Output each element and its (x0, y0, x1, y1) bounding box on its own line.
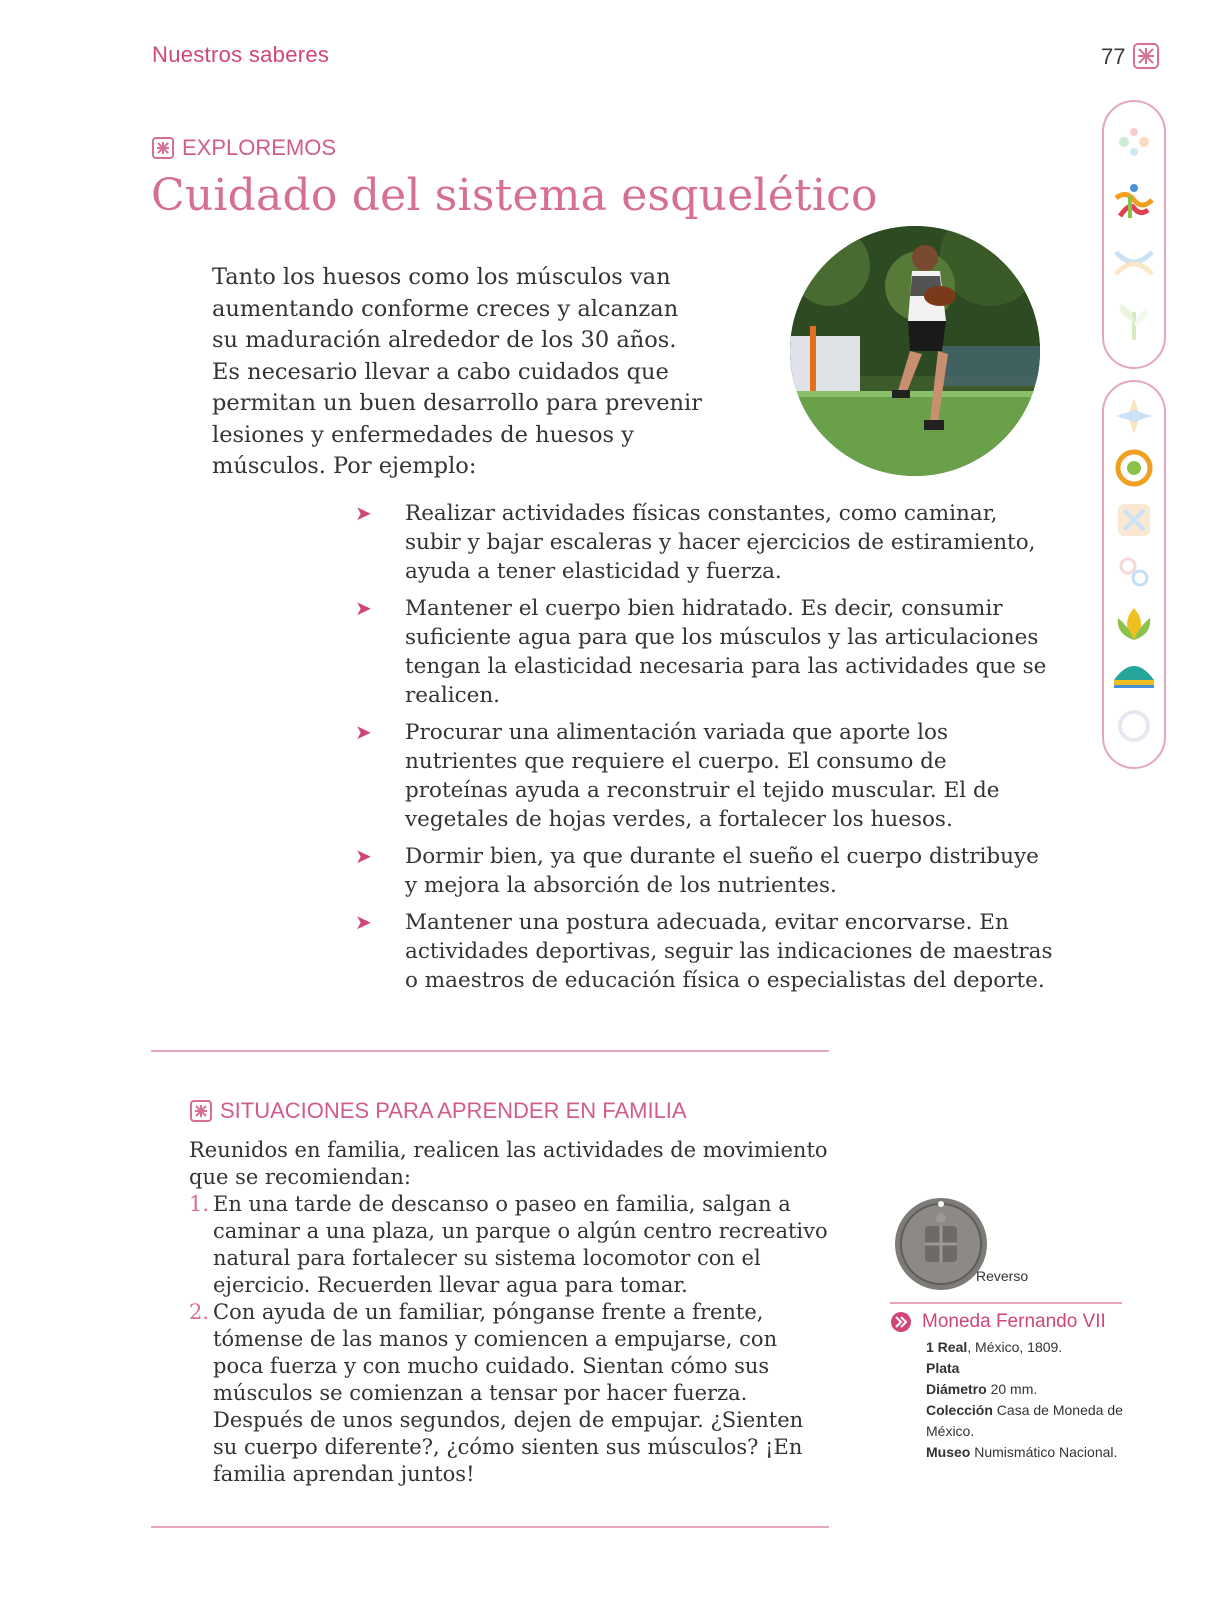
intro-line: su maduración alrededor de los 30 años. (212, 327, 677, 353)
intro-line: aumentando conforme creces y alcanzan (212, 295, 679, 322)
ornament-icon (1128, 38, 1164, 74)
list-item: 2. Con ayuda de un familiar, pónganse frente a frente, tómense de las manos y comiencen a empujarse, con poca fuerza y con mucho cuidado. Sientan cómo sus músculos se comienzan a tensar por hacer fuerza. Después de unos segundos, dejen de empujar. ¿Sienten su cuerpo diferente?, ¿cómo sienten sus músculos? ¡En familia aprendan juntos! (189, 1300, 804, 1486)
family-activities (189, 1137, 829, 1488)
list-item: ➤ Mantener el cuerpo bien hidratado. Es decir, consumir suficiente agua para que los músculos y las articulaciones tengan la elasticidad necesaria para las actividades que se realicen. (355, 596, 1047, 708)
hill-icon (1114, 666, 1154, 688)
arrow-bullet-icon: ➤ (355, 910, 372, 934)
coin-caption: Reverso (976, 1268, 1029, 1284)
hands-icon (1116, 252, 1152, 274)
side-rail-top (1102, 100, 1166, 369)
care-tips-list (355, 499, 1055, 1003)
cross-icon (1118, 504, 1150, 536)
family-label-text: SITUACIONES PARA APRENDER EN FAMILIA (220, 1098, 687, 1123)
intro-line: Es necesario llevar a cabo cuidados que (212, 358, 669, 385)
arrow-bullet-icon: ➤ (355, 720, 372, 744)
arrow-bullet-icon: ➤ (355, 844, 372, 868)
chain-icon (1121, 559, 1147, 585)
explore-label-text: EXPLOREMOS (182, 135, 337, 160)
list-item: ➤ Dormir bien, ya que durante el sueño el cuerpo distribuye y mejora la absorción de los nutrientes. (355, 844, 1039, 898)
list-item: ➤ Mantener una postura adecuada, evitar encorvarse. En actividades deportivas, seguir las indicaciones de maestras o maestros de educación física o especialistas del deporte. (355, 910, 1053, 993)
list-item: ➤ Procurar una alimentación variada que aporte los nutrientes que requiere el cuerpo. El consumo de proteínas ayuda a reconstruir el tejido muscular. El de vegetales de hojas verdes, a fortalecer los huesos. (355, 720, 1000, 832)
running-header: Nuestros saberes (152, 42, 330, 67)
intro-line: lesiones y enfermedades de huesos y (212, 421, 634, 448)
coin-info (890, 1311, 1130, 1463)
leaf-icon (1119, 128, 1149, 156)
ejes-icons (1104, 102, 1164, 367)
list-item: 1. En una tarde de descanso o paseo en familia, salgan a caminar a una plaza, un parque o algún centro recreativo natural para fortalecer su sistema locomotor con el ejercicio. Recuerden llevar agua para tomar. (189, 1192, 828, 1297)
lotus-icon (1118, 608, 1150, 640)
bottom-divider (151, 1526, 829, 1528)
compass-icon (1116, 398, 1152, 434)
intro-paragraph (212, 262, 732, 483)
arrow-bullet-icon: ➤ (355, 596, 372, 620)
explore-section-label (150, 135, 336, 161)
side-rail-bottom (1102, 380, 1166, 769)
section-divider (151, 1050, 829, 1052)
intro-line: Tanto los huesos como los músculos van (212, 264, 671, 290)
football-player-photo (790, 226, 1040, 476)
family-intro: Reunidos en familia, realicen las actividades de movimiento que se recomiendan: (189, 1138, 828, 1189)
ornament-icon (150, 135, 176, 161)
list-item: ➤ Realizar actividades físicas constantes, como caminar, subir y bajar escaleras y hacer ejercicios de estiramiento, ayuda a tener elasticidad y fuerza. (355, 501, 1036, 584)
ornament-icon (188, 1098, 214, 1124)
campos-icons (1104, 382, 1164, 767)
page-title: Cuidado del sistema esquelético (151, 170, 878, 221)
circle-icon (1120, 712, 1148, 740)
arrow-bullet-icon: ➤ (355, 501, 372, 525)
plant-icon (1120, 304, 1148, 340)
page-number: 77 (1101, 44, 1126, 69)
family-activity-list (189, 1191, 829, 1488)
coin-details: 1 Real, México, 1809. Plata Diámetro 20 mm. Colección Casa de Moneda de México. Museo Numismático Nacional. (926, 1339, 1123, 1460)
coin-divider (890, 1302, 1122, 1304)
people-icon (1116, 184, 1152, 218)
intro-line: músculos. Por ejemplo: (212, 453, 477, 479)
family-section-label (188, 1098, 687, 1124)
ring-icon (1118, 452, 1150, 484)
coin-title: Moneda Fernando VII (922, 1311, 1106, 1332)
double-chevron-icon (890, 1311, 912, 1333)
intro-line: permitan un buen desarrollo para prevenir (212, 390, 703, 416)
coin-image (893, 1196, 989, 1292)
coin-title-row (890, 1311, 1130, 1333)
